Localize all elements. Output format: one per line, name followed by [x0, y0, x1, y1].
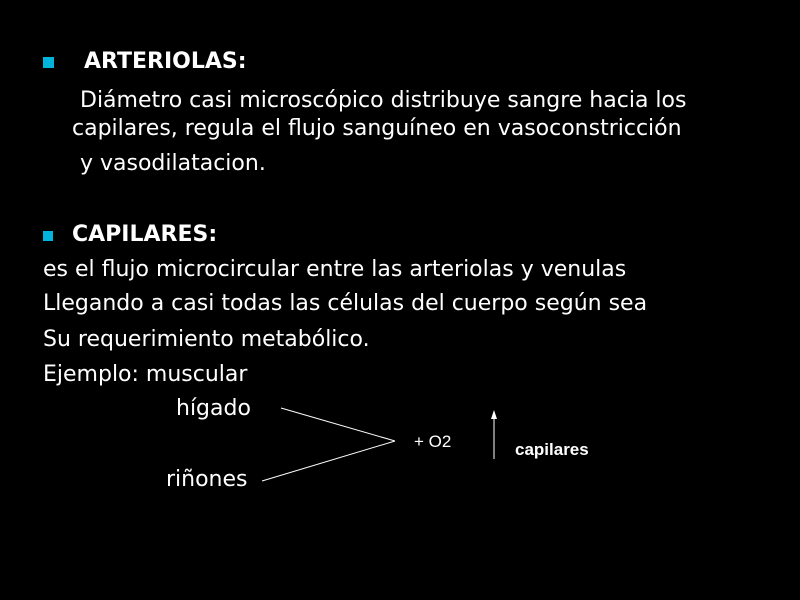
- line-rinones: [262, 441, 395, 481]
- capilares-line-1: es el flujo microcircular entre las arteriolas y venulas: [43, 257, 627, 282]
- arteriolas-line-2: capilares, regula el flujo sanguíneo en vasoconstricción: [72, 116, 682, 141]
- arrow-up-icon: [491, 410, 497, 419]
- o2-label: + O2: [414, 432, 452, 451]
- example-label: Ejemplo: muscular: [43, 362, 248, 387]
- arteriolas-line-1: Diámetro casi microscópico distribuye sangre hacia los: [80, 88, 687, 113]
- example-rinones: riñones: [166, 467, 248, 492]
- capilares-diagram-label: capilares: [515, 440, 589, 459]
- capilares-line-2: Llegando a casi todas las células del cuerpo según sea: [43, 291, 648, 316]
- line-higado: [281, 408, 395, 441]
- capilares-line-3: Su requerimiento metabólico.: [43, 327, 370, 352]
- arteriolas-heading: ARTERIOLAS:: [84, 49, 247, 74]
- arteriolas-line-3: y vasodilatacion.: [80, 151, 266, 176]
- capilares-heading: CAPILARES:: [72, 222, 218, 247]
- example-higado: hígado: [176, 396, 251, 421]
